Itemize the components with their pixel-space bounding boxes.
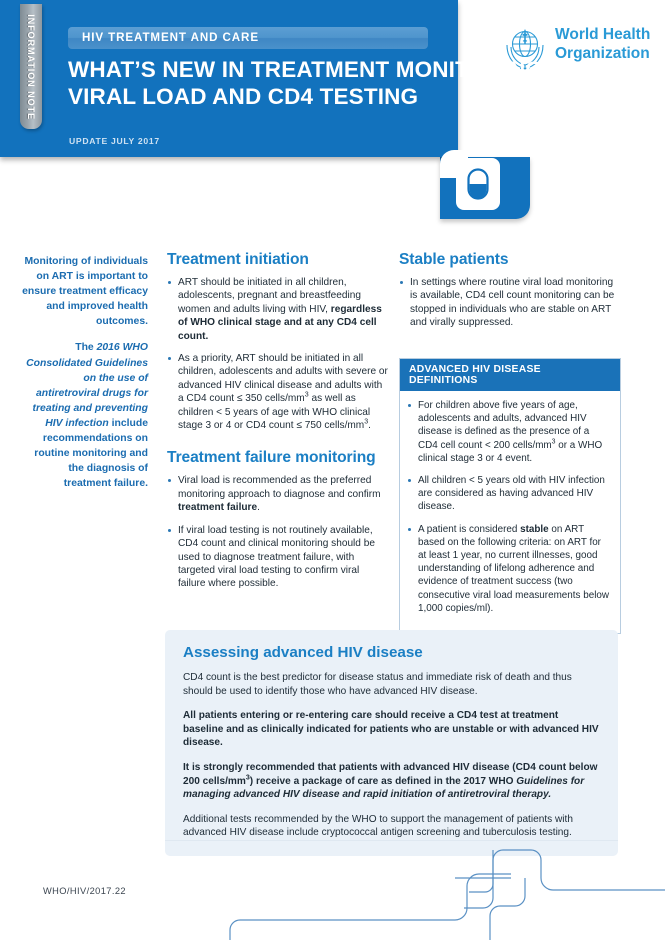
list-item (407, 474, 611, 514)
bullet-text-pre: All children < 5 years old with HIV infection are considered as having advanced HIV disease. (418, 475, 605, 513)
bullet-text-post: . (368, 420, 371, 432)
bullet-text-pre: If viral load testing is not routinely available, CD4 count and clinical monitoring should be used to diagnose treatment failure, with targeted viral load testing to confirm viral failure where possible. (178, 524, 375, 590)
intro-p2-post: include recommendations on routine monitoring and the diagnosis of treatment failure. (34, 417, 148, 490)
panel-paragraph-3 (183, 761, 600, 802)
page-title (68, 56, 551, 110)
heading-stable-patients: Stable patients (399, 251, 509, 268)
list-item (399, 276, 621, 330)
advanced-definitions-box (399, 358, 621, 634)
heading-treatment-failure: Treatment failure monitoring (167, 449, 376, 467)
bullet-text-mid: or a WHO clinical stage 3 or 4 event. (418, 439, 603, 464)
page-title-line-2: VIRAL LOAD AND CD4 TESTING (68, 84, 419, 109)
list-item (167, 474, 389, 514)
advanced-definitions-heading: ADVANCED HIV DISEASE DEFINITIONS (400, 359, 620, 391)
bullet-text-pre: In settings where routine viral load monitoring is available, CD4 cell count monitoring can be stopped in individuals who are stable on ART and virally suppressed. (410, 277, 615, 329)
intro-p2-italic: 2016 WHO Consolidated Guidelines on the use of antiretroviral drugs for treating and preventing HIV infection (26, 342, 148, 429)
who-wordmark-line-1: World Health (555, 26, 651, 43)
bullet-text-post: . (257, 502, 260, 514)
list-item (167, 352, 389, 432)
bullet-text-pre: For children above five years of age, adolescents and adults, advanced HIV disease is defined as the presence of a CD4 cell count < 200 cells/mm (418, 400, 590, 451)
superscript: 3 (245, 774, 250, 782)
superscript: 3 (551, 438, 556, 446)
bullet-text-pre: ART should be initiated in all children, adolescents, pregnant and breastfeeding women and adults living with HIV, (178, 277, 361, 315)
bullet-text-pre: As a priority, ART should be initiated in all children, adolescents and adults with severe or advanced HIV clinical disease and adults with a CD4 count ≤ 350 cells/mm (178, 353, 388, 405)
assessing-panel (165, 630, 618, 856)
list-item (407, 399, 611, 465)
bullet-text-pre: Viral load is recommended as the preferred monitoring approach to diagnose and confirm (178, 475, 381, 500)
superscript: 3 (364, 418, 369, 426)
panel-p3-mid: ) receive a package of care as defined in the 2017 WHO (249, 775, 517, 787)
panel-paragraph-4: Additional tests recommended by the WHO to support the management of patients with advanced HIV disease include cryptococcal antigen screening and tuberculosis testing. (183, 813, 573, 839)
information-note-tab-label: INFORMATION NOTE (26, 14, 36, 120)
panel-paragraph-1: CD4 count is the best predictor for disease status and immediate risk of death and thus should be used to identify those who have advanced HIV disease. (183, 672, 572, 697)
page-header (0, 0, 551, 157)
panel-heading: Assessing advanced HIV disease (183, 644, 423, 661)
kicker-label: HIV TREATMENT AND CARE (82, 31, 259, 44)
pill-icon (467, 168, 489, 200)
bullet-text-post: on ART based on the following criteria: on ART for at least 1 year, no current illnesses, good understanding of lifelong adherence and evidence of treatment success (two consecutive viral load measurements below 1,000 copies/ml). (418, 523, 610, 614)
heading-treatment-initiation: Treatment initiation (167, 251, 309, 268)
page-title-line-1: WHAT’S NEW IN TREATMENT MONITORING: (68, 57, 551, 82)
list-treatment-failure (167, 474, 389, 590)
advanced-definitions-body (400, 391, 620, 633)
bullet-text-bold: treatment failure (178, 502, 258, 514)
who-wordmark (555, 26, 650, 63)
intro-column (22, 254, 148, 502)
document-code: WHO/HIV/2017.22 (43, 886, 126, 896)
pill-badge (456, 158, 500, 210)
intro-paragraph-1: Monitoring of individuals on ART is important to ensure treatment efficacy and improved health outcomes. (22, 256, 148, 328)
list-item (167, 524, 389, 591)
list-item (167, 276, 389, 343)
bullet-text-mid: as well as children < 5 years of age with WHO clinical stage 3 or 4 or CD4 count ≤ 750 cells/mm (178, 393, 371, 432)
bullet-text-bold: regardless of WHO clinical stage and at any CD4 cell count. (178, 303, 382, 342)
middle-column (167, 250, 389, 591)
list-stable-patients (399, 276, 621, 330)
panel-p3-italic: Guidelines for managing advanced HIV disease and rapid initiation of antiretroviral therapy. (183, 775, 585, 801)
bullet-text-bold: stable (520, 523, 549, 535)
bullet-text-pre: A patient is considered (418, 523, 521, 535)
update-date: UPDATE JULY 2017 (69, 136, 160, 146)
information-note-tab (20, 4, 42, 129)
who-wordmark-line-2: Organization (555, 44, 650, 62)
panel-paragraph-2: All patients entering or re-entering care should receive a CD4 test at treatment baseline and as clinically indicated for patients who are unstable or with advanced HIV disease. (183, 710, 599, 749)
kicker-bar (68, 27, 428, 49)
list-treatment-initiation (167, 276, 389, 432)
intro-p2-pre: The (75, 342, 97, 354)
list-item (407, 523, 611, 615)
intro-paragraph-2 (22, 340, 148, 491)
superscript: 3 (304, 391, 309, 399)
panel-p3-pre: It is strongly recommended that patients with advanced HIV disease (CD4 count below 200 cells/mm (183, 761, 598, 787)
right-column (399, 250, 621, 330)
list-advanced-definitions (407, 399, 611, 615)
decorative-line-artwork (0, 838, 665, 940)
